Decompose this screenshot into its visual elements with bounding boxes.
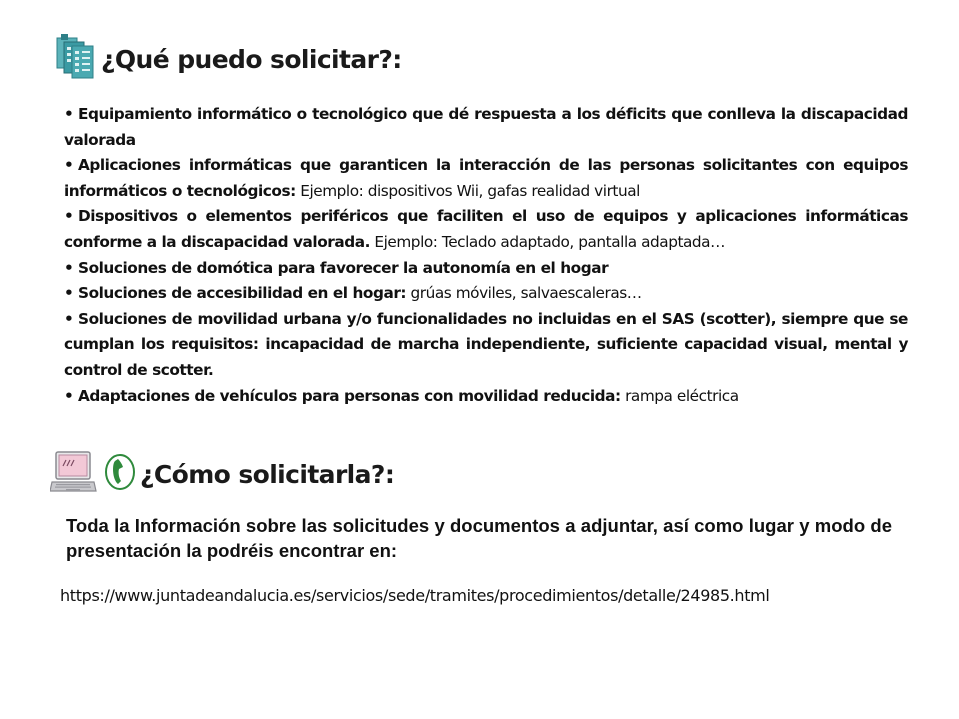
- bullet-icon: •: [64, 105, 74, 123]
- section-heading-como-solicitarla: [50, 449, 394, 500]
- phone-icon: [104, 452, 136, 497]
- item-bold-text: Aplicaciones informáticas que garanticen la interacción de las personas solicitantes con equipos informáticos o tecnológicos:: [64, 156, 908, 200]
- section-title: ¿Qué puedo solicitar?:: [101, 45, 402, 74]
- documents-icon: [55, 34, 95, 85]
- list-item: [64, 384, 908, 410]
- section-heading-que-puedo-solicitar: [55, 34, 402, 85]
- bullet-icon: •: [64, 284, 74, 303]
- list-item: [64, 307, 908, 384]
- item-normal-text: Ejemplo: dispositivos Wii, gafas realidad virtual: [295, 181, 640, 200]
- list-item: [64, 153, 908, 204]
- item-bold-text: Soluciones de domótica para favorecer la autonomía en el hogar: [78, 258, 609, 277]
- laptop-icon: [50, 449, 98, 500]
- bullet-icon: •: [64, 309, 74, 328]
- list-item: [64, 102, 908, 153]
- bullet-icon: •: [64, 207, 74, 226]
- request-items-list: [64, 102, 908, 409]
- section-title: ¿Cómo solicitarla?:: [140, 460, 395, 489]
- item-normal-text: grúas móviles, salvaescaleras…: [406, 284, 642, 303]
- bullet-icon: •: [64, 386, 74, 405]
- list-item: [64, 281, 908, 307]
- bullet-icon: •: [64, 258, 74, 277]
- item-bold-text: Adaptaciones de vehículos para personas con movilidad reducida:: [78, 386, 621, 405]
- list-item: [64, 256, 908, 282]
- item-bold-text: Soluciones de accesibilidad en el hogar:: [78, 284, 407, 303]
- item-normal-text: rampa eléctrica: [620, 386, 739, 405]
- item-bold-text: Soluciones de movilidad urbana y/o funcionalidades no incluidas en el SAS (scotter), siempre que se cumplan los requisitos: incapacidad de marcha independiente, suficiente capacidad visual, mental y control de scotter.: [64, 309, 908, 379]
- info-paragraph: Toda la Información sobre las solicitudes y documentos a adjuntar, así como lugar y modo de presentación la podréis encontrar en:: [66, 515, 892, 561]
- item-normal-text: Ejemplo: Teclado adaptado, pantalla adaptada…: [369, 232, 725, 251]
- item-bold-text: Equipamiento informático o tecnológico que dé respuesta a los déficits que conlleva la discapacidad valorada: [64, 105, 908, 149]
- bullet-icon: •: [64, 156, 74, 175]
- item-bold-text: Dispositivos o elementos periféricos que faciliten el uso de equipos y aplicaciones informáticas conforme a la discapacidad valorada.: [64, 207, 908, 251]
- list-item: [64, 204, 908, 255]
- procedure-link[interactable]: https://www.juntadeandalucia.es/servicios/sede/tramites/procedimientos/detalle/24985.html: [60, 586, 770, 605]
